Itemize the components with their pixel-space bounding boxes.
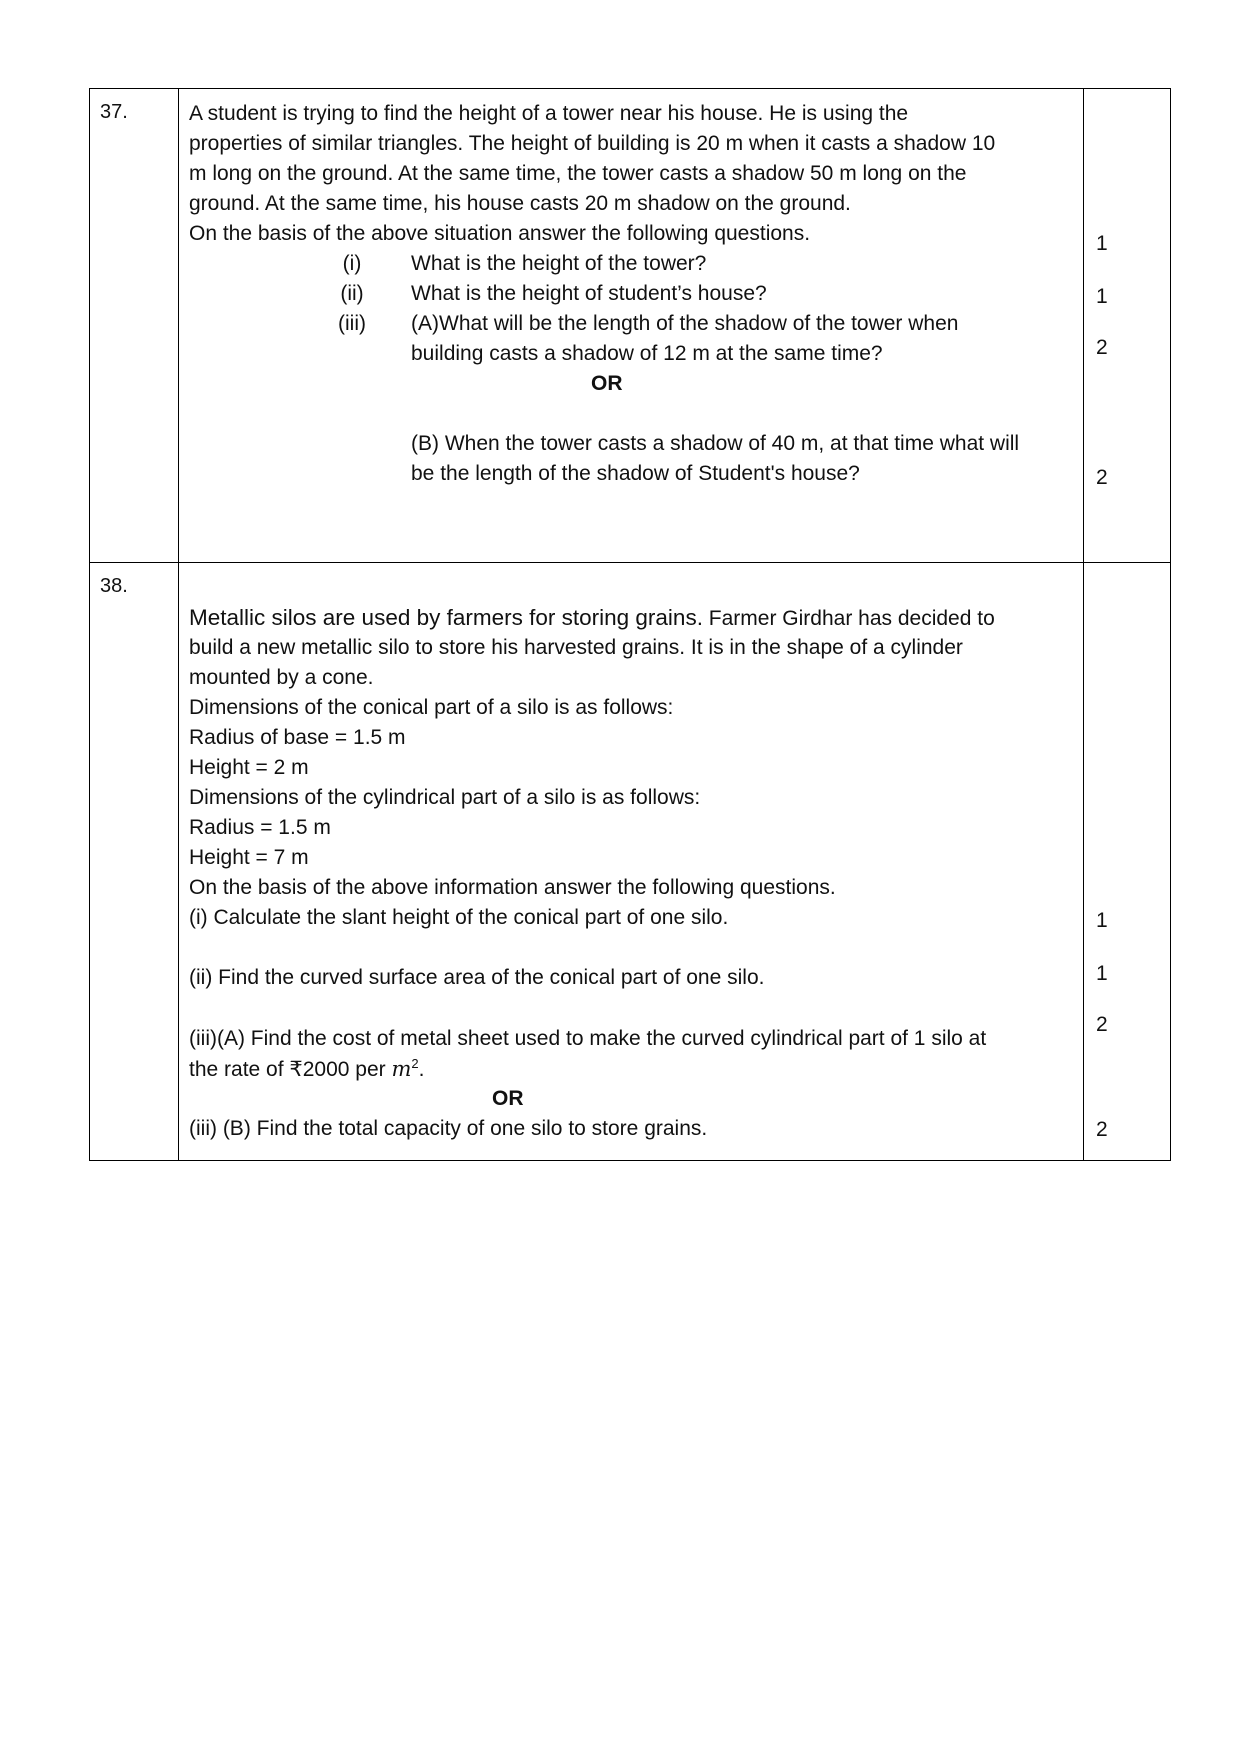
mark-value: 1 [1096,285,1108,308]
question-text-line: m long on the ground. At the same time, the tower casts a shadow 50 m long on the [189,162,967,185]
mark-value: 2 [1096,1013,1108,1036]
unit-exponent: 2 [411,1056,419,1071]
question-text-line: On the basis of the above information answer the following questions. [189,876,836,899]
mark-value: 1 [1096,962,1108,985]
mark-value: 2 [1096,336,1108,359]
marks-column [1084,563,1171,1161]
question-body [179,563,1084,1161]
question-text-line: Height = 2 m [189,756,309,779]
question-lead-line [189,603,995,634]
question-number: 38. [90,563,179,1161]
question-row-38 [90,563,1171,1161]
subpart-text: (i) Calculate the slant height of the conical part of one silo. [189,906,729,929]
subpart-text [189,1054,425,1085]
question-lead-rest: Farmer Girdhar has decided to [702,607,995,630]
subpart-label: (iii) [338,312,366,335]
or-separator: OR [492,1087,524,1110]
question-text-line: On the basis of the above situation answer the following questions. [189,222,811,245]
subpart-text: (iii)(A) Find the cost of metal sheet used to make the curved cylindrical part of 1 silo at [189,1027,987,1050]
question-text-line: properties of similar triangles. The height of building is 20 m when it casts a shadow 10 [189,132,996,155]
unit-m: m [391,1057,412,1081]
questions-table [89,88,1171,1161]
mark-value: 1 [1096,232,1108,255]
subpart-text: What is the height of the tower? [411,252,707,275]
question-text-line: Height = 7 m [189,846,309,869]
question-text-line: A student is trying to find the height of a tower near his house. He is using the [189,102,909,125]
marks-column [1084,89,1171,563]
question-row-37 [90,89,1171,563]
question-text-line: build a new metallic silo to store his harvested grains. It is in the shape of a cylinder [189,636,963,659]
question-body [179,89,1084,563]
question-text-line: mounted by a cone. [189,666,374,689]
question-text-line: ground. At the same time, his house casts 20 m shadow on the ground. [189,192,851,215]
question-text-line: Dimensions of the cylindrical part of a silo is as follows: [189,786,701,809]
subpart-text: building casts a shadow of 12 m at the same time? [411,342,883,365]
mark-value: 2 [1096,1118,1108,1141]
subpart-text: (B) When the tower casts a shadow of 40 m, at that time what will [411,432,1020,455]
mark-value: 1 [1096,909,1108,932]
rate-text: the rate of ₹2000 per [189,1058,392,1081]
subpart-text: (A)What will be the length of the shadow of the tower when [411,312,959,335]
subpart-text: be the length of the shadow of Student's house? [411,462,860,485]
subpart-label: (ii) [340,282,364,305]
question-number: 37. [90,89,179,563]
question-text-line: Radius of base = 1.5 m [189,726,406,749]
mark-value: 2 [1096,466,1108,489]
question-lead-emphasis: Metallic silos are used by farmers for storing grains. [189,605,703,630]
unit-period: . [418,1058,425,1081]
subpart-text: What is the height of student’s house? [411,282,767,305]
question-text-line: Dimensions of the conical part of a silo is as follows: [189,696,674,719]
question-text-line: Radius = 1.5 m [189,816,331,839]
or-separator: OR [591,372,623,395]
subpart-label: (i) [342,252,362,275]
subpart-text: (iii) (B) Find the total capacity of one silo to store grains. [189,1117,708,1140]
subpart-text: (ii) Find the curved surface area of the conical part of one silo. [189,966,765,989]
